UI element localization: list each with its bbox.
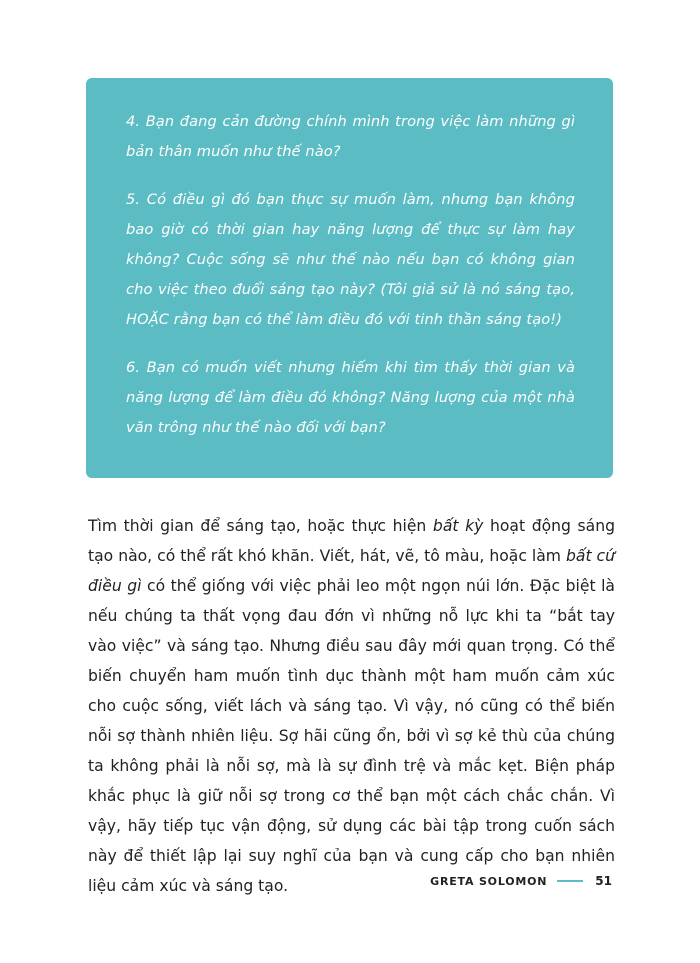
callout-question-6: 6. Bạn có muốn viết nhưng hiếm khi tìm thấy thời gian và năng lượng để làm điều đó không? Năng lượng của một nhà văn trông như thế nào đối với bạn?	[126, 359, 575, 436]
page-footer	[430, 871, 612, 891]
footer-divider	[557, 880, 583, 882]
footer-author: GRETA SOLOMON	[430, 874, 548, 888]
callout-question-5: 5. Có điều gì đó bạn thực sự muốn làm, nhưng bạn không bao giờ có thời gian hay năng lượng để thực sự làm hay không? Cuộc sống sẽ như thế nào nếu bạn có không gian cho việc theo đuổi sáng tạo này? (Tôi giả sử là nó sáng tạo, HOẶC rằng bạn có thể làm điều đó với tinh thần sáng tạo!)	[126, 191, 575, 328]
body-text-part-3: có thể giống với việc phải leo một ngọn núi lớn. Đặc biệt là nếu chúng ta thất vọng đau đớn vì những nỗ lực khi ta “bắt tay vào việc” và sáng tạo. Nhưng điều sau đây mới quan trọng. Có thể biến chuyển ham muốn tình dục thành một ham muốn cảm xúc cho cuộc sống, viết lách và sáng tạo. Vì vậy, nó cũng có thể biến nỗi sợ thành nhiên liệu. Sợ hãi cũng ổn, bởi vì sợ kẻ thù của chúng ta không phải là nỗi sợ, mà là sự đình trệ và mắc kẹt. Biện pháp khắc phục là giữ nỗi sợ trong cơ thể bạn một cách chắc chắn. Vì vậy, hãy tiếp tục vận động, sử dụng các bài tập trong cuốn sách này để thiết lập lại suy nghĩ của bạn và cung cấp cho bạn nhiên liệu cảm xúc và sáng tạo.	[88, 577, 615, 895]
body-emphasis-2: bất cứ điều gì	[88, 547, 615, 595]
body-emphasis-1: bất kỳ	[432, 517, 484, 535]
callout-box	[86, 78, 613, 478]
body-text-part-2: hoạt động sáng tạo nào, có thể rất khó khăn. Viết, hát, vẽ, tô màu, hoặc làm	[88, 517, 615, 565]
callout-question-4: 4. Bạn đang cản đường chính mình trong việc làm những gì bản thân muốn như thế nào?	[126, 113, 575, 160]
page-number: 51	[595, 874, 612, 888]
body-paragraph	[88, 511, 615, 901]
body-text-part-1: Tìm thời gian để sáng tạo, hoặc thực hiện	[88, 517, 433, 535]
